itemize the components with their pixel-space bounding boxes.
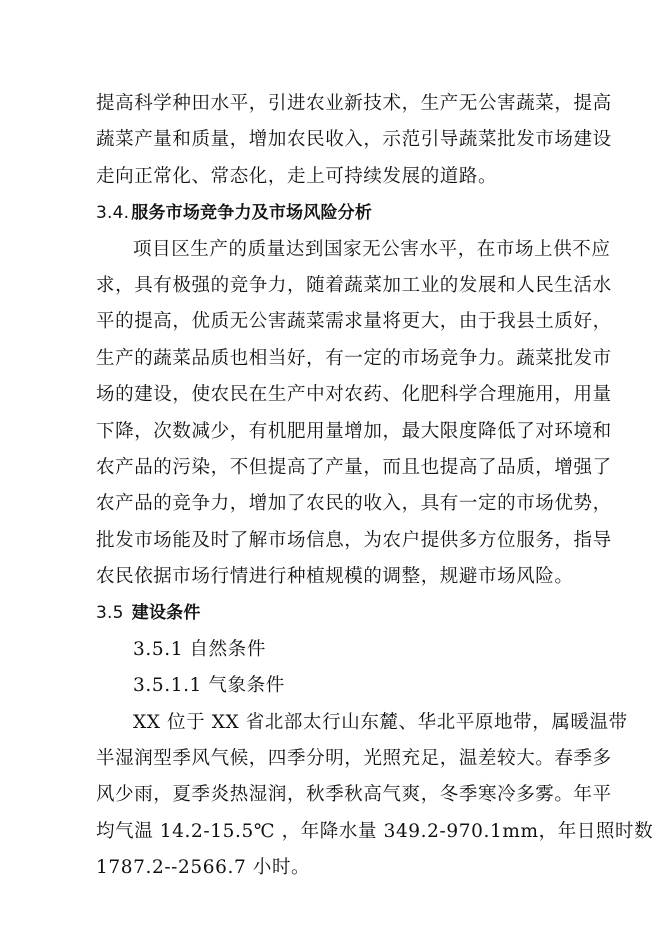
section-3-5-number: 3.5 bbox=[96, 603, 124, 624]
section-3-4-title: 服务市场竞争力及市场风险分析 bbox=[131, 203, 373, 224]
document-page bbox=[96, 86, 654, 887]
section-3-4-heading bbox=[96, 195, 582, 231]
paragraph-line: 半湿润型季风气候，四季分明，光照充足，温差较大。春季多 bbox=[96, 748, 612, 770]
paragraph-line: 1787.2--2566.7 小时。 bbox=[96, 857, 311, 879]
paragraph-line: 下降，次数减少，有机肥用量增加，最大限度降低了对环境和 bbox=[96, 420, 612, 442]
paragraph-line: 平的提高，优质无公害蔬菜需求量将更大，由于我县土质好， bbox=[96, 311, 612, 333]
paragraph-line: 求，具有极强的竞争力，随着蔬菜加工业的发展和人民生活水 bbox=[96, 274, 612, 296]
subsection-3-5-1: 3.5.1 自然条件 bbox=[133, 638, 266, 660]
paragraph-line: 批发市场能及时了解市场信息，为农户提供多方位服务，指导 bbox=[96, 529, 612, 551]
paragraph-line: 农产品的污染，不但提高了产量，而且也提高了品质，增强了 bbox=[96, 456, 612, 478]
paragraph-line: 农产品的竞争力，增加了农民的收入，具有一定的市场优势， bbox=[96, 493, 612, 515]
intro-line-3: 走向正常化、常态化，走上可持续发展的道路。 bbox=[96, 165, 498, 187]
intro-line-2: 蔬菜产量和质量，增加农民收入，示范引导蔬菜批发市场建设 bbox=[96, 129, 612, 151]
paragraph-line: 风少雨，夏季炎热湿润，秋季秋高气爽，冬季寒冷多雾。年平 bbox=[96, 784, 612, 806]
paragraph-line: 均气温 14.2-15.5℃ ，年降水量 349.2-970.1mm，年日照时数 bbox=[96, 820, 654, 842]
paragraph-line: 生产的蔬菜品质也相当好，有一定的市场竞争力。蔬菜批发市 bbox=[96, 347, 612, 369]
paragraph-line: 农民依据市场行情进行种植规模的调整，规避市场风险。 bbox=[96, 566, 574, 588]
section-3-5-title: 建设条件 bbox=[131, 603, 201, 624]
paragraph-line: XX 位于 XX 省北部太行山东麓、华北平原地带，属暖温带 bbox=[133, 711, 628, 733]
intro-line-1: 提高科学种田水平，引进农业新技术，生产无公害蔬菜，提高 bbox=[96, 93, 612, 114]
paragraph-line: 项目区生产的质量达到国家无公害水平，在市场上供不应 bbox=[133, 238, 611, 260]
paragraph-line: 场的建设，使农民在生产中对农药、化肥科学合理施用，用量 bbox=[96, 384, 612, 406]
section-3-5-heading bbox=[96, 595, 582, 631]
section-3-4-number: 3.4. bbox=[96, 203, 130, 224]
subsection-3-5-1-1: 3.5.1.1 气象条件 bbox=[133, 675, 285, 697]
